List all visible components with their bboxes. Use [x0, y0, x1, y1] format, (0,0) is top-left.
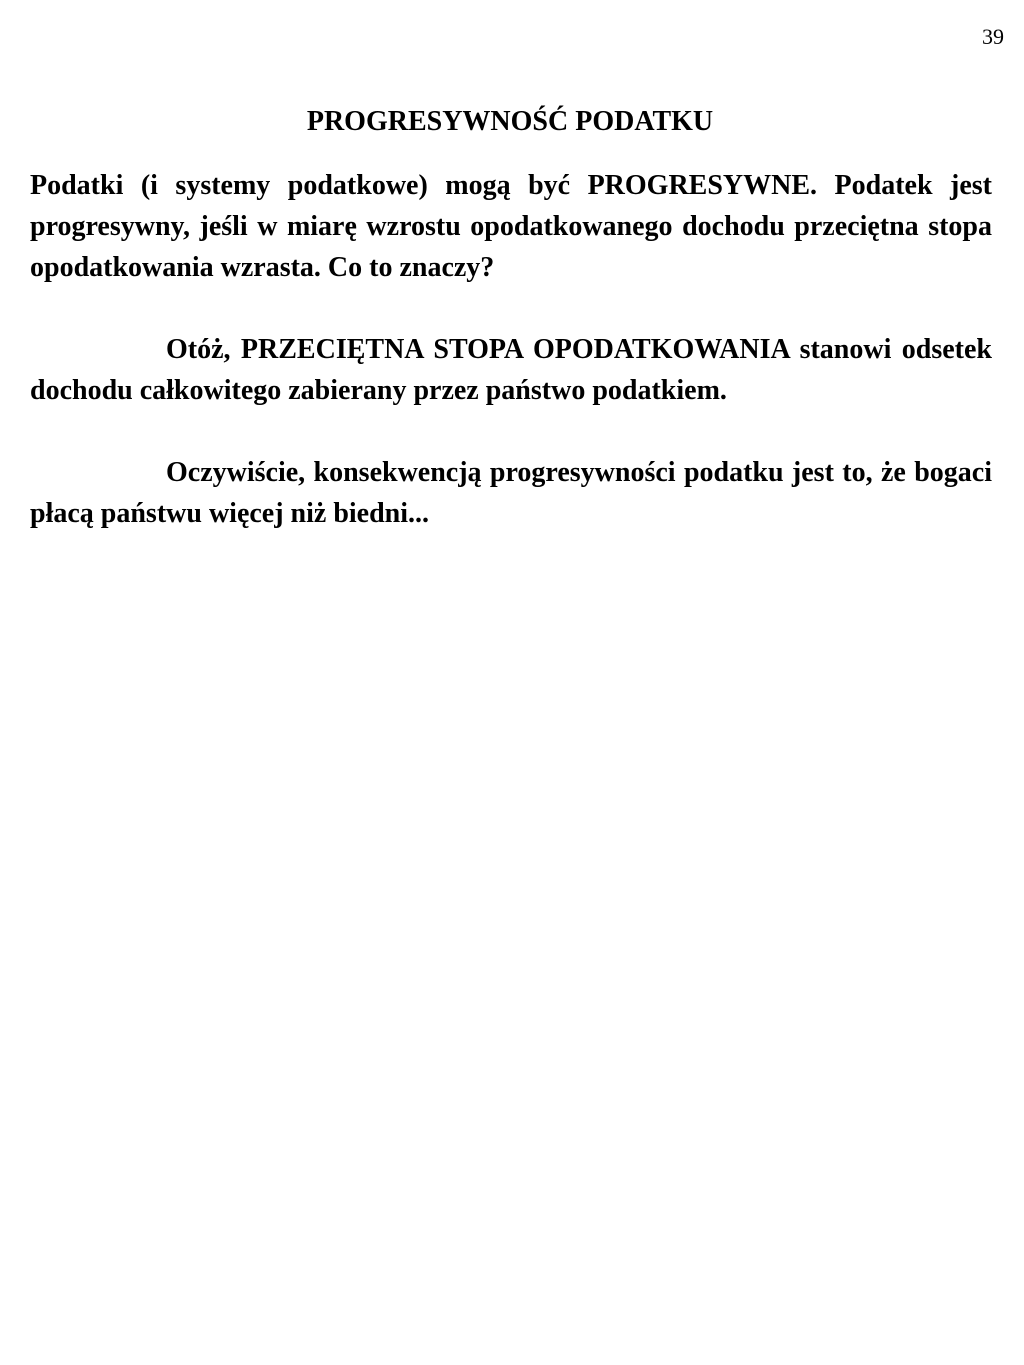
page-title-text: PROGRESYWNOŚĆ PODATKU: [306, 106, 714, 137]
paragraph-consequence: Oczywiście, konsekwencją progresywności podatku jest to, że bogaci płacą państwu więcej niż biedni...: [30, 457, 992, 529]
page-number: 39: [982, 24, 1004, 49]
page-title: [0, 108, 1024, 136]
paragraph-definition: Podatki (i systemy podatkowe) mogą być PROGRESYWNE. Podatek jest progresywny, jeśli w miarę wzrostu opodatkowanego dochodu przeciętna stopa opodatkowania wzrasta. Co to znaczy?: [30, 170, 992, 283]
document-body: [30, 165, 992, 534]
paragraph-average-rate: Otóż, PRZECIĘTNA STOPA OPODATKOWANIA stanowi odsetek dochodu całkowitego zabierany przez państwo podatkiem.: [30, 334, 992, 406]
